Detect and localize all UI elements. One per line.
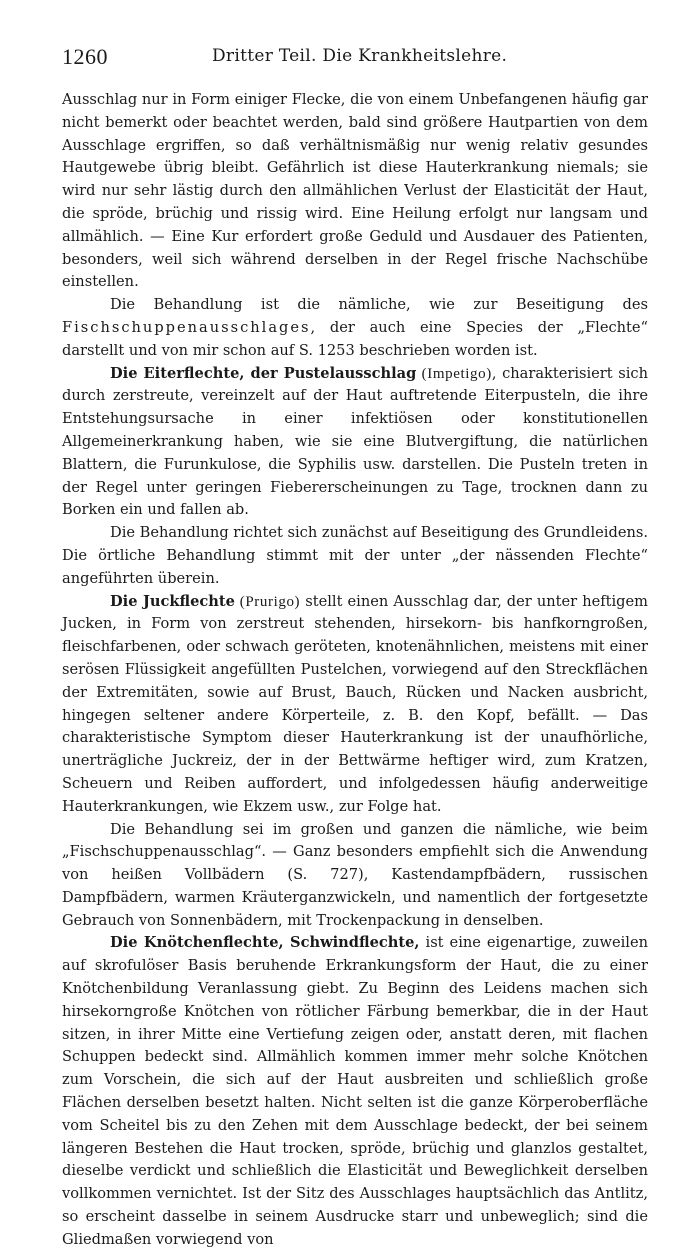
latin-term: (Impetigo)	[416, 365, 492, 382]
paragraph-text: Die Behandlung ist die nämliche, wie zur Beseitigung des	[110, 296, 648, 314]
paragraph-7	[62, 932, 648, 1251]
section-heading-prurigo: Die Juckflechte	[110, 592, 235, 610]
paragraph-6	[62, 819, 648, 933]
paragraph-text: ist eine eigenartige, zuweilen auf skrofulöser Basis beruhende Erkrankungsform der Haut, die zu einer Knötchenbildung Veranlassung giebt. Zu Beginn des Leidens machen sich hirsekorngroße Knötchen von rötlicher Färbung bemerkbar, die in der Haut sitzen, in ihrer Mitte eine Vertiefung zeigen oder, anstatt deren, mit flachen Schuppen bedeckt sind. Allmählich kommen immer mehr solche Knötchen zum Vorschein, die sich auf der Haut ausbreiten und schließlich große Flächen derselben besetzt halten. Nicht selten ist die ganze Körperoberfläche vom Scheitel bis zu den Zehen mit dem Ausschlage bedeckt, der bei seinem längeren Bestehen die Haut trocken, spröde, brüchig und glanzlos gestaltet, dieselbe verdickt und schließlich die Elasticität und Beweglichkeit derselben vollkommen vernichtet. Ist der Sitz des Ausschlages hauptsächlich das Antlitz, so erscheint dasselbe in seinem Ausdrucke starr und unbeweglich; sind die Gliedmaßen vorwiegend von	[62, 934, 649, 1248]
running-title: Dritter Teil. Die Krankheitslehre.	[212, 46, 508, 66]
latin-term: (Prurigo)	[234, 593, 301, 610]
page-header	[62, 38, 662, 78]
paragraph-text: , der auch eine Species der „Flechte“ darstellt und von mir schon auf S. 1253 beschrieben worden ist.	[62, 318, 648, 359]
paragraph-5	[62, 591, 648, 819]
paragraph-text: stellt einen Ausschlag dar, der unter heftigem Jucken, in Form von zerstreut stehenden, hirsekorn- bis hanfkorngroßen, fleischfarbenen, oder schwach geröteten, knotenähnlichen, meistens mit einer serösen Flüssigkeit angefüllten Pustelchen, vorwiegend auf den Streckflächen der Extremitäten, sowie auf Brust, Bauch, Rücken und Nacken ausbricht, hingegen seltener andere Körperteile, z. B. den Kopf, befällt. — Das charakteristische Symptom dieser Hauterkrankung ist der unaufhörliche, unerträgliche Juckreiz, der in der Bettwärme heftiger wird, zum Kratzen, Scheuern und Reiben auffordert, und infolgedessen häufig anderweitige Hauterkrankungen, wie Ekzem usw., zur Folge hat.	[62, 592, 648, 815]
paragraph-1	[62, 89, 648, 294]
paragraph-4	[62, 522, 648, 590]
paragraph-2	[62, 294, 648, 362]
body-text	[62, 89, 648, 1252]
paragraph-text: Die Behandlung richtet sich zunächst auf Beseitigung des Grundleidens. Die örtliche Behandlung stimmt mit der unter „der nässenden Flechte“ angeführten überein.	[62, 524, 648, 587]
section-heading-impetigo: Die Eiterflechte, der Pustelausschlag	[110, 364, 417, 382]
emphasized-term: Fischschuppenausschlages	[62, 318, 311, 336]
page-number: 1260	[62, 44, 108, 69]
paragraph-text: Die Behandlung sei im großen und ganzen die nämliche, wie beim „Fischschuppenausschlag“. — Ganz besonders empfiehlt sich die Anwendung von heißen Vollbädern (S. 727), Kastendampfbädern, russischen Dampfbädern, warmen Kräuterganzwickeln, und namentlich der fortgesetzte Gebrauch von Sonnenbädern, mit Trockenpackung in denselben.	[62, 820, 648, 929]
section-heading-lichen: Die Knötchenflechte, Schwindflechte,	[110, 934, 420, 952]
paragraph-text: , charakterisiert sich durch zerstreute, vereinzelt auf der Haut auftretende Eiterpusteln, die ihre Entstehungsursache in einer infektiösen oder konstitutionellen Allgemeinerkrankung haben, wie sie eine Blutvergiftung, die natürlichen Blattern, die Furunkulose, die Syphilis usw. darstellen. Die Pusteln treten in der Regel unter geringen Fiebererscheinungen zu Tage, trocknen dann zu Borken ein und fallen ab.	[62, 364, 649, 519]
paragraph-text: Ausschlag nur in Form einiger Flecke, die von einem Unbefangenen häufig gar nicht bemerkt oder beachtet werden, bald sind größere Hautpartien von dem Ausschlage ergriffen, so daß verhältnismäßig nur wenig relativ gesundes Hautgewebe übrig bleibt. Gefährlich ist diese Hauterkrankung niemals; sie wird nur sehr lästig durch den allmählichen Verlust der Elasticität der Haut, die spröde, brüchig und rissig wird. Eine Heilung erfolgt nur langsam und allmählich. — Eine Kur erfordert große Geduld und Ausdauer des Patienten, besonders, weil sich während derselben in der Regel frische Nachschübe einstellen.	[62, 91, 648, 291]
paragraph-3	[62, 363, 648, 523]
